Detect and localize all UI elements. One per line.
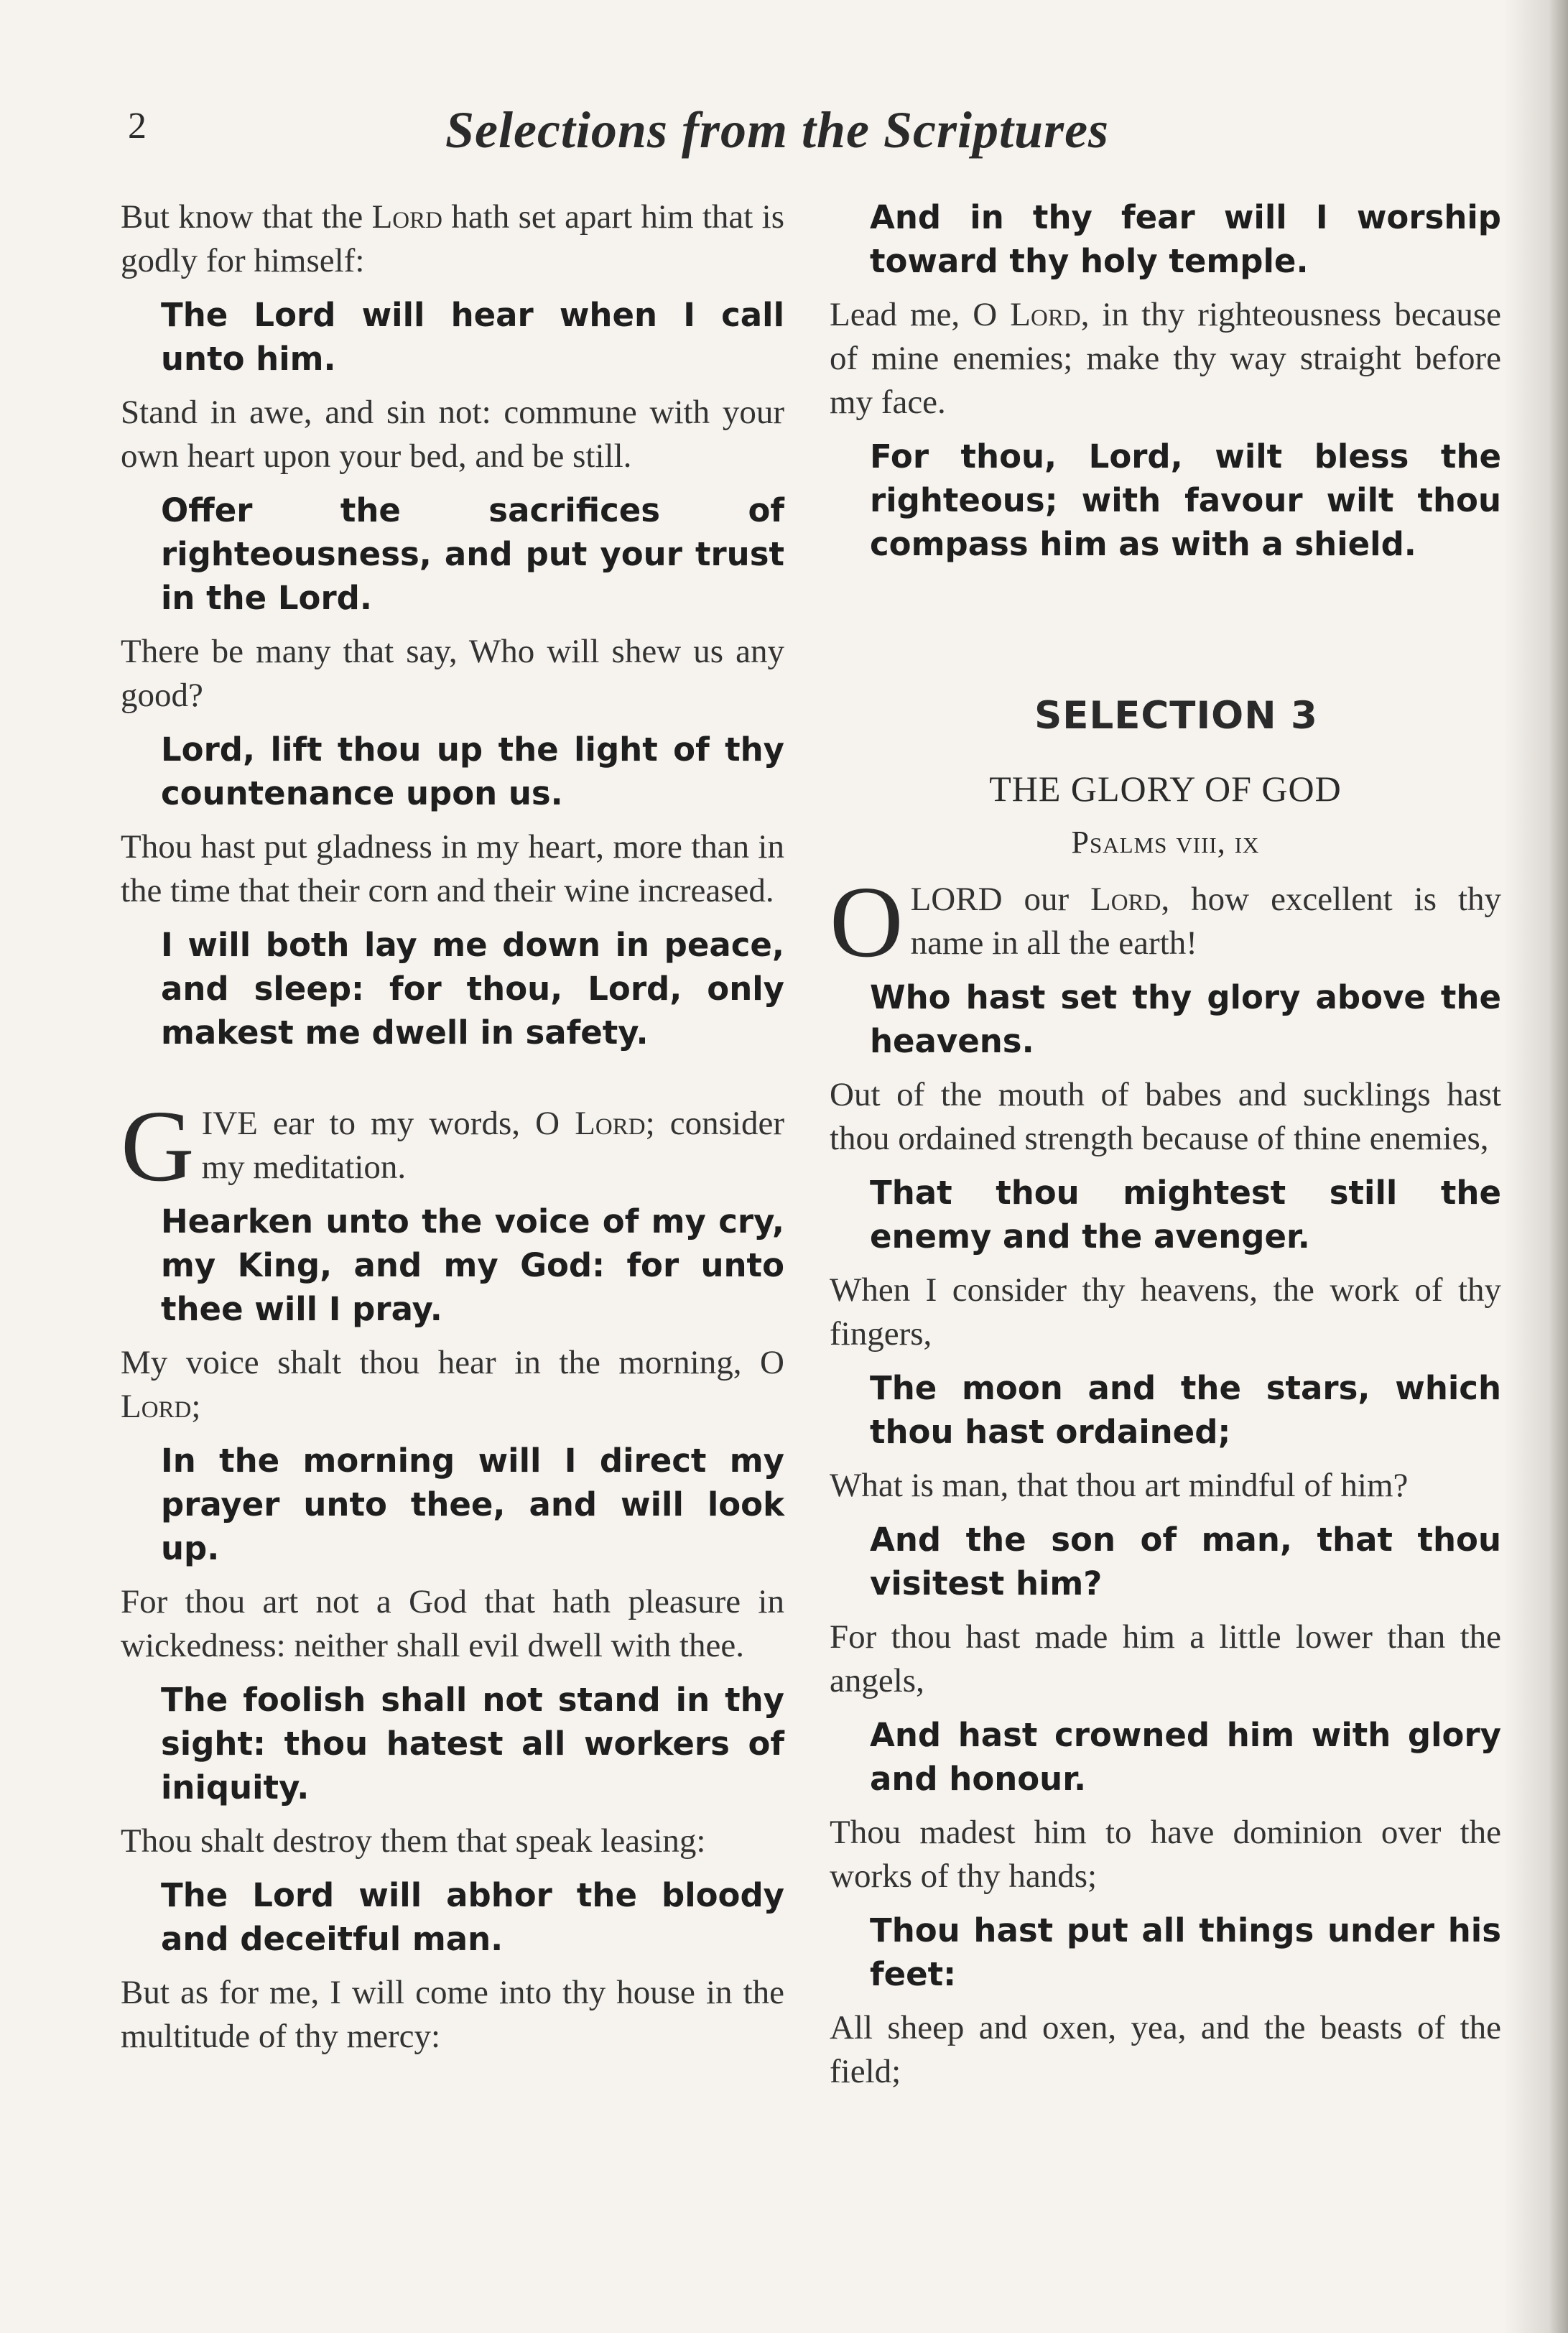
verse: There be many that say, Who will shew us any good? bbox=[121, 633, 784, 714]
verse: For thou hast made him a little lower than the angels, bbox=[830, 1618, 1501, 1699]
response-verse: The foolish shall not stand in thy sight: thou hatest all workers of iniquity. bbox=[161, 1681, 784, 1806]
response-verse: Hearken unto the voice of my cry, my King, and my God: for unto thee will I pray. bbox=[161, 1202, 784, 1328]
right-column bbox=[830, 195, 1501, 2104]
verse: My voice shalt thou hear in the morning, O Lord; bbox=[121, 1344, 784, 1425]
response-verse: The moon and the stars, which thou hast ordained; bbox=[870, 1369, 1501, 1451]
verse-with-drop-cap: GIVE ear to my words, O Lord; consider my meditation. bbox=[121, 1089, 785, 1202]
verse: Out of the mouth of babes and sucklings hast thou ordained strength because of thine enemies, bbox=[830, 1076, 1501, 1157]
response-verse: Who hast set thy glory above the heavens. bbox=[870, 978, 1501, 1060]
verse: For thou art not a God that hath pleasure in wickedness: neither shall evil dwell with thee. bbox=[121, 1583, 784, 1664]
selection-source: Psalms viii, ix bbox=[1071, 825, 1260, 860]
response-verse: The Lord will hear when I call unto him. bbox=[161, 296, 784, 378]
stanza-gap bbox=[121, 1065, 784, 1102]
verse-with-drop-cap: O LORD our Lord, how excellent is thy name in all the earth! bbox=[830, 865, 1502, 978]
response-verse: And hast crowned him with glory and honour. bbox=[870, 1716, 1501, 1798]
page-edge-shadow bbox=[1503, 0, 1568, 2333]
selection-title: THE GLORY OF GOD bbox=[989, 769, 1342, 809]
verse: But know that the Lord hath set apart him that is godly for himself: bbox=[121, 198, 784, 279]
left-column bbox=[121, 195, 784, 2069]
response-verse: The Lord will abhor the bloody and deceitful man. bbox=[161, 1876, 784, 1958]
verse: Thou hast put gladness in my heart, more than in the time that their corn and their wine increased. bbox=[121, 828, 784, 909]
response-verse: Lord, lift thou up the light of thy countenance upon us. bbox=[161, 730, 784, 812]
response-verse: That thou mightest still the enemy and the avenger. bbox=[870, 1174, 1501, 1256]
response-verse: For thou, Lord, wilt bless the righteous; with favour wilt thou compass him as with a shield. bbox=[870, 437, 1501, 563]
response-verse: And in thy fear will I worship toward thy holy temple. bbox=[870, 198, 1501, 280]
verse: What is man, that thou art mindful of him? bbox=[830, 1467, 1409, 1504]
response-verse: Offer the sacrifices of righteousness, and put your trust in the Lord. bbox=[161, 491, 784, 617]
verse: Thou shalt destroy them that speak leasing: bbox=[121, 1822, 706, 1860]
verse: But as for me, I will come into thy house in the multitude of thy mercy: bbox=[121, 1974, 784, 2055]
verse: When I consider thy heavens, the work of thy fingers, bbox=[830, 1271, 1501, 1353]
running-title: Selections from the Scriptures bbox=[445, 101, 1110, 159]
verse: Lead me, O Lord, in thy righteousness because of mine enemies; make thy way straight before my face. bbox=[830, 296, 1501, 421]
verse: All sheep and oxen, yea, and the beasts of the field; bbox=[830, 2009, 1501, 2090]
response-verse: And the son of man, that thou visitest him? bbox=[870, 1521, 1501, 1603]
drop-cap: O bbox=[830, 865, 904, 978]
selection-heading: SELECTION 3 bbox=[1034, 694, 1318, 738]
verse: Stand in awe, and sin not: commune with your own heart upon your bed, and be still. bbox=[121, 394, 784, 475]
verse: Thou madest him to have dominion over the works of thy hands; bbox=[830, 1814, 1501, 1895]
response-verse: I will both lay me down in peace, and sleep: for thou, Lord, only makest me dwell in safety. bbox=[161, 926, 784, 1052]
drop-cap: G bbox=[121, 1089, 195, 1202]
response-verse: Thou hast put all things under his feet: bbox=[870, 1911, 1501, 1993]
response-verse: In the morning will I direct my prayer unto thee, and will look up. bbox=[161, 1442, 784, 1567]
page-number: 2 bbox=[128, 106, 147, 147]
